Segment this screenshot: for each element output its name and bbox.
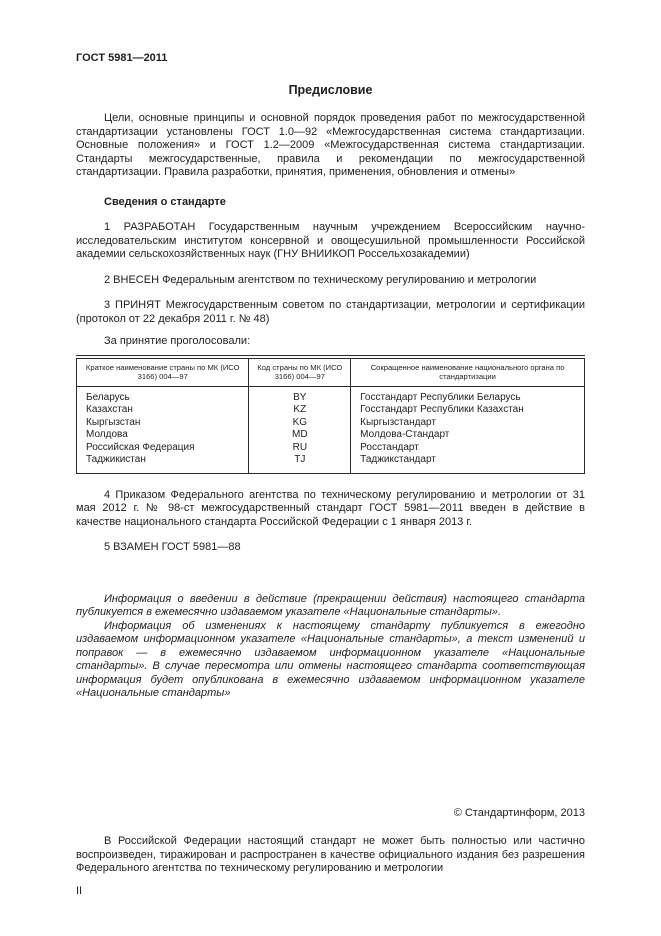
clause-submitted: 2 ВНЕСЕН Федеральным агентством по техническому регулированию и метрологии — [104, 273, 537, 286]
table-row — [77, 454, 585, 473]
code-cell: KG — [249, 417, 351, 430]
table-header-code: Код страны по МК (ИСО 3166) 004—97 — [249, 358, 351, 386]
org-cell: Молдова-Стандарт — [351, 429, 585, 442]
country-cell: Кыргызстан — [77, 417, 249, 430]
table-row — [77, 442, 585, 455]
table-header-row — [77, 358, 585, 386]
publication-info-block — [76, 593, 585, 701]
country-cell: Таджикистан — [77, 454, 249, 473]
code-cell: TJ — [249, 454, 351, 473]
country-cell: Беларусь — [77, 386, 249, 404]
clause-developed: 1 РАЗРАБОТАН Государственным научным учреждением Всероссийским научно-исследовательским институтом консервной и овощесушильной промышленности Российской академии сельскохозяйственных наук (ГНУ ВНИИКОП Россельхозакадемии) — [76, 221, 585, 260]
clause-adopted: 3 ПРИНЯТ Межгосударственным советом по стандартизации, метрологии и сертификации (протокол от 22 декабря 2011 г. № 48) — [76, 299, 585, 325]
vote-line: За принятие проголосовали: — [104, 335, 251, 347]
country-cell: Российская Федерация — [77, 442, 249, 455]
table-header-org: Сокращенное наименование национального органа по стандартизации — [351, 358, 585, 386]
table-row — [77, 429, 585, 442]
publication-info-1: Информация о введении в действие (прекращении действия) настоящего стандарта публикуется в ежемесячно издаваемом указателе «Национальные стандарты». — [76, 592, 585, 618]
code-cell: MD — [249, 429, 351, 442]
page-title: Предисловие — [288, 82, 373, 97]
table-row — [77, 404, 585, 417]
clause-enacted: 4 Приказом Федерального агентства по техническому регулированию и метрологии от 31 мая 2012 г. № 98-ст межгосударственный стандарт ГОСТ 5981—2011 введен в действие в качестве национального стандарта Российской Федерации с 1 января 2013 г. — [76, 488, 585, 528]
country-cell: Казахстан — [77, 404, 249, 417]
doc-number: ГОСТ 5981—2011 — [76, 52, 168, 64]
code-cell: BY — [249, 386, 351, 404]
org-cell: Кыргызстандарт — [351, 417, 585, 430]
code-cell: KZ — [249, 404, 351, 417]
org-cell: Росстандарт — [351, 442, 585, 455]
copyright: © Стандартинформ, 2013 — [453, 806, 585, 819]
table-header-country: Краткое наименование страны по МК (ИСО 3166) 004—97 — [77, 358, 249, 386]
countries-table — [76, 358, 585, 474]
standard-info-heading: Сведения о стандарте — [104, 195, 226, 208]
page-number: II — [76, 884, 83, 897]
table-row — [77, 386, 585, 404]
org-cell: Госстандарт Республики Казахстан — [351, 404, 585, 417]
intro-paragraph: Цели, основные принципы и основной порядок проведения работ по межгосударственной стандартизации установлены ГОСТ 1.0—92 «Межгосударственная система стандартизации. Основные положения» и ГОСТ 1.2—2009 «Межгосударственная система стандартизации. Стандарты межгосударственные, правила и рекомендации по межгосударственной стандартизации. Правила разработки, принятия, применения, обновления и отмены» — [76, 112, 585, 178]
org-cell: Госстандарт Республики Беларусь — [351, 386, 585, 404]
table-row — [77, 417, 585, 430]
code-cell: RU — [249, 442, 351, 455]
publication-info-2: Информация об изменениях к настоящему стандарту публикуется в ежегодно издаваемом информационном указателе «Национальные стандарты», а текст изменений и поправок — в ежемесячно издаваемом информационном указателе «Национальные стандарты». В случае пересмотра или отмены настоящего стандарта соответствующая информация будет опубликована в ежемесячно издаваемом информационном указателе «Национальные стандарты» — [76, 619, 585, 699]
org-cell: Таджикстандарт — [351, 454, 585, 473]
reproduction-notice: В Российской Федерации настоящий стандарт не может быть полностью или частично воспроизведен, тиражирован и распространен в качестве официального издания без разрешения Федерального агентства по техническому регулированию и метрологии — [76, 835, 585, 874]
country-cell: Молдова — [77, 429, 249, 442]
clause-replaces: 5 ВЗАМЕН ГОСТ 5981—88 — [104, 541, 241, 553]
